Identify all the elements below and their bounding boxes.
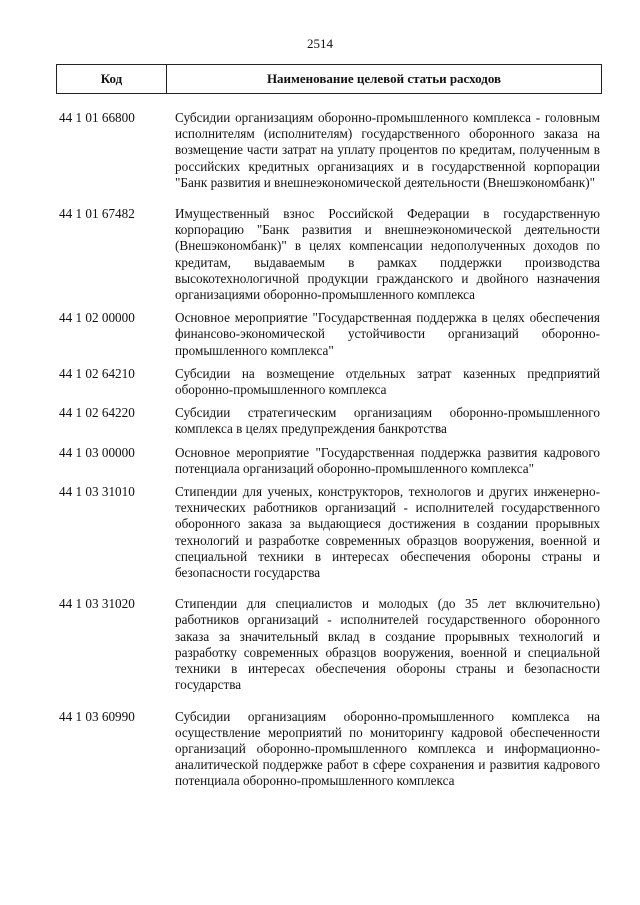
row-name: Субсидии организациям оборонно-промышленного комплекса - головным исполнителям (исполнителям) государственного оборонного заказа на возмещение части затрат на уплату процентов по кредитам, полученным в российских кредитных организациях и в государственной корпорации "Банк развития и внешнеэкономической деятельности (Внешэкономбанк)" (175, 110, 600, 190)
table-row (56, 206, 602, 303)
row-code: 44 1 02 00000 (59, 310, 135, 326)
table-header (56, 64, 602, 94)
row-code: 44 1 03 00000 (59, 444, 135, 460)
row-code: 44 1 01 66800 (59, 110, 135, 125)
row-name: Субсидии стратегическим организациям оборонно-промышленного комплекса в целях предупреждения банкротства (175, 405, 600, 437)
table-row (56, 596, 602, 693)
table-row (56, 310, 602, 359)
table-row (56, 366, 602, 398)
table-row (56, 445, 602, 477)
table-row (56, 110, 602, 191)
row-code: 44 1 02 64210 (59, 365, 135, 381)
table-body (56, 110, 602, 797)
row-code: 44 1 03 60990 (59, 708, 135, 724)
row-name: Основное мероприятие "Государственная поддержка в целях обеспечения финансово-экономической устойчивости организаций оборонно-промышленного комплекса" (175, 310, 600, 358)
header-code: Код (57, 65, 167, 93)
row-name: Имущественный взнос Российской Федерации в государственную корпорацию "Банк развития и внешнеэкономической деятельности (Внешэкономбанк)" в целях компенсации недополученных доходов по кредитам, выдаваемым в рамках поддержки производства высокотехнологичной продукции гражданского и двойного назначения организациями оборонно-промышленного комплекса (175, 206, 600, 303)
row-code: 44 1 01 67482 (59, 206, 135, 222)
row-code: 44 1 03 31020 (59, 596, 135, 612)
table-row (56, 484, 602, 581)
page-number: 2514 (307, 36, 333, 51)
table-row (56, 709, 602, 790)
row-name: Основное мероприятие "Государственная поддержка развития кадрового потенциала организаций оборонно-промышленного комплекса" (175, 444, 600, 476)
row-name: Стипендии для ученых, конструкторов, технологов и других инженерно-технических работников организаций - исполнителей государственного оборонного заказа за выдающиеся достижения в создании прорывных технологий и разработке современных образцов вооружения, военной и специальной техники в интересах обеспечения обороны страны и безопасности государства (175, 484, 600, 581)
row-name: Субсидии на возмещение отдельных затрат казенных предприятий оборонно-промышленного комплекса (175, 365, 600, 398)
row-code: 44 1 02 64220 (59, 405, 135, 421)
table-row (56, 405, 602, 437)
header-name: Наименование целевой статьи расходов (266, 71, 502, 86)
row-name: Субсидии организациям оборонно-промышленного комплекса на осуществление мероприятий по мониторингу кадровой обеспеченности организаций оборонно-промышленного комплекса и информационно-аналитической поддержке работ в сфере сохранения и развития кадрового потенциала оборонно-промышленного комплекса (175, 708, 600, 789)
row-code: 44 1 03 31010 (59, 484, 135, 500)
row-name: Стипендии для специалистов и молодых (до 35 лет включительно) работников организаций - исполнителей государственного оборонного заказа за значительный вклад в создание прорывных технологий и разработку современных образцов вооружения, военной и специальной техники в интересах обеспечения обороны страны и безопасности государства (175, 596, 600, 693)
